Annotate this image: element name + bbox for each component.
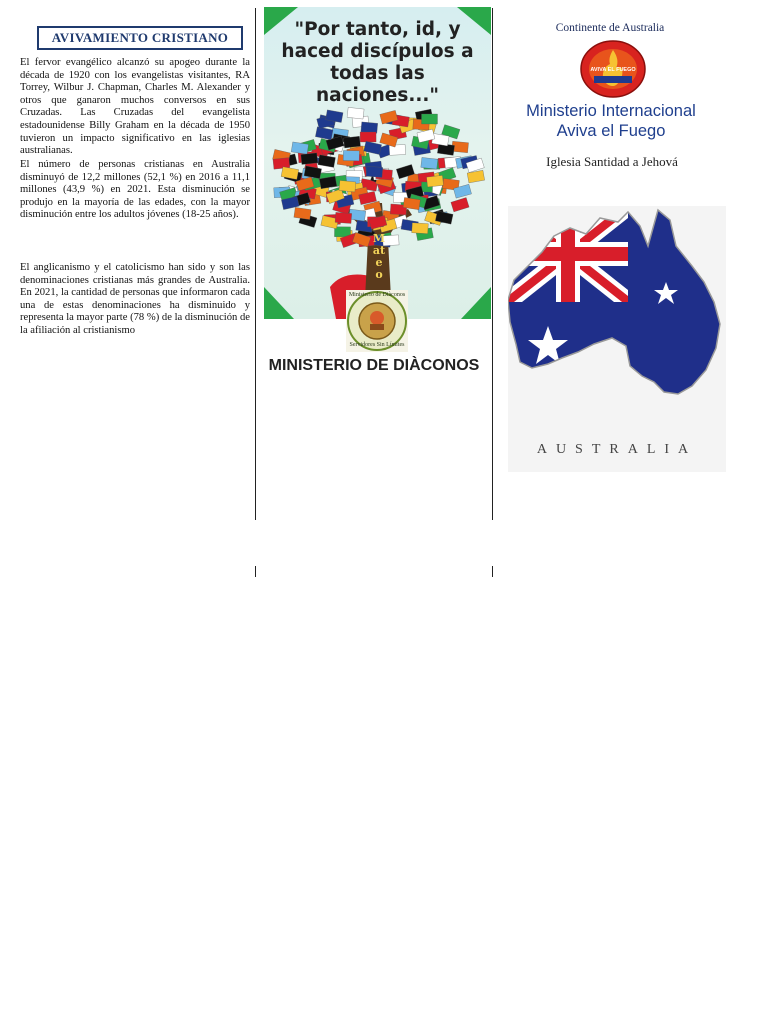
flag-tile (294, 207, 311, 219)
flag-tile (281, 167, 299, 180)
section-title: AVIVAMIENTO CRISTIANO (37, 26, 243, 50)
continent-label: Continente de Australia (555, 22, 665, 34)
ministry-name: MINISTERIO DE DIÀCONOS (268, 357, 480, 374)
ministry-title-line2: Aviva el Fuego (556, 122, 666, 140)
bible-quote: "Por tanto, id, y haced discípulos a todas las naciones..." (281, 19, 474, 106)
flag-tile (339, 180, 356, 192)
paragraph-revival: El fervor evangélico alcanzó su apogeo durante la década de 1920 con los evangelistas visitantes, RA Torrey, Wilbur J. Chapman, Charles M. Alexander y otros que ganaron muchos conversos en sus Cruzadas. Las Cruzadas del evangelista estadounidense Billy Graham en la década de 1950 tuvieron un impacto significativo en las iglesias australianas. (20, 57, 250, 157)
deacons-emblem (346, 290, 408, 352)
fold-mark-right (492, 566, 493, 577)
flag-tile (366, 166, 383, 177)
flag-tile (347, 107, 364, 119)
flag-tile (360, 132, 376, 142)
ministry-title-line1: Ministerio Internacional (526, 102, 696, 120)
flag-tile (343, 136, 360, 148)
great-commission-poster (264, 7, 491, 319)
trunk-text: Mateo (372, 232, 386, 281)
paragraph-denominations: El anglicanismo y el catolicismo han sido y son las denominaciones cristianas más grandes de Australia. En 2021, la cantidad de personas que informaron cada una de estas denominaciones ha disminuido y representa la mayor parte (78 %) de la disminución de la afiliación al cristianismo (20, 262, 250, 336)
flag-tile (451, 198, 469, 212)
flag-tile (403, 197, 420, 209)
paragraph-statistics: El número de personas cristianas en Australia disminuyó de 12,2 millones (52,1 %) en 2016 a 11,1 millones (43,9 %) en 2021. Esta disminución se produjo en la mayoría de las edades, con la mayor disminución entre los adultos jóvenes (18-25 años). (20, 159, 250, 221)
australia-map-graphic (508, 206, 726, 436)
emblem-top-text: Ministerio de Diàconos (348, 292, 406, 298)
fold-line-right (492, 8, 493, 520)
logo-text: AVIVA EL FUEGO (590, 67, 636, 73)
flag-tile (301, 153, 318, 165)
flag-tile (421, 157, 438, 169)
flag-tile (421, 114, 437, 124)
flag-tile (361, 122, 378, 133)
flag-tile (343, 151, 359, 161)
flag-crown (273, 107, 485, 247)
emblem-bottom-text: Servidores Sin Límites (349, 342, 405, 348)
flag-tile (335, 212, 352, 223)
flag-tile (364, 141, 382, 154)
country-label: AUSTRALIA (536, 442, 698, 457)
flag-tile (412, 223, 429, 234)
aviva-el-fuego-logo (580, 40, 646, 98)
church-name: Iglesia Santidad a Jehová (546, 154, 678, 169)
fold-mark-left (255, 566, 256, 577)
flag-tile (426, 175, 443, 187)
fold-line-left (255, 8, 256, 520)
australia-flag-map (508, 206, 726, 472)
flag-tile (315, 127, 333, 140)
ministry-title (500, 101, 722, 141)
